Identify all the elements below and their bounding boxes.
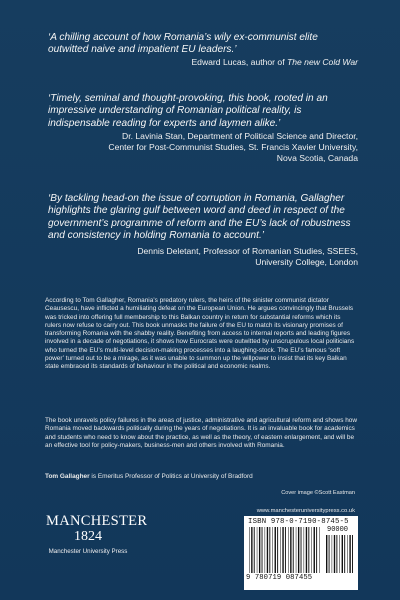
barcode-bar xyxy=(282,527,283,573)
barcode-bar xyxy=(314,527,315,573)
review-attribution-3 xyxy=(38,246,358,268)
review-attribution-1 xyxy=(38,57,358,68)
logo-wordmark: MANCHESTER xyxy=(46,513,148,529)
author-bio xyxy=(45,473,357,481)
barcode-bar xyxy=(334,535,335,573)
barcode-bar xyxy=(277,527,278,573)
publisher-url: www.manchesteruniversitypress.co.uk xyxy=(256,508,355,514)
barcode-bar xyxy=(298,527,299,573)
attribution-2-line-3: Nova Scotia, Canada xyxy=(276,153,358,163)
barcode-bar xyxy=(288,527,289,573)
review-quote-3: ‘By tackling head-on the issue of corruption in Romania, Gallagher highlights the glaring gulf between word and deed in respect of the government’s programme of reform and the EU’s lack of robustness and consistency in holding Romania to account.’ xyxy=(48,193,351,242)
review-quote-2: ‘Timely, seminal and thought-provoking, this book, rooted in an impressive understanding of Romanian political reality, is indispensable reading for experts and laymen alike.’ xyxy=(48,93,328,129)
barcode-bar xyxy=(272,527,273,573)
barcode-bar xyxy=(352,535,353,573)
barcode-bar xyxy=(344,535,345,573)
isbn-label: ISBN 978-0-7190-8745-5 xyxy=(248,518,349,526)
barcode-bar xyxy=(262,527,263,573)
author-bio-text: is Emeritus Professor of Politics at University of Bradford xyxy=(89,473,253,480)
barcode-box xyxy=(244,516,358,590)
author-name: Tom Gallagher xyxy=(45,473,90,480)
attribution-2-line-1: Dr. Lavinia Stan, Department of Political Science and Director, xyxy=(122,131,358,141)
barcode-bar xyxy=(275,527,276,573)
publisher-logo xyxy=(46,513,148,555)
review-attribution-2 xyxy=(38,131,358,164)
barcode-bar xyxy=(326,535,327,573)
barcode-bar xyxy=(301,527,302,573)
barcode-bar xyxy=(254,527,255,573)
barcode-bar xyxy=(280,527,281,573)
barcode-bar xyxy=(316,527,317,573)
barcode-bar xyxy=(304,527,305,573)
cover-image-credit: Cover image ©Scott Eastman xyxy=(281,490,355,496)
barcode-bar xyxy=(257,527,258,573)
barcode-bar xyxy=(329,535,330,573)
barcode-bar xyxy=(249,527,250,573)
attribution-3-line-1: Dennis Deletant, Professor of Romanian Studies, SSEES, xyxy=(137,246,358,256)
attribution-2-line-2: Center for Post-Communist Studies, St. Francis Xavier University, xyxy=(108,142,358,152)
barcode-bar xyxy=(306,527,307,573)
barcode-bar xyxy=(267,527,268,573)
barcode-bar xyxy=(332,535,333,573)
description-paragraph-2: The book unravels policy failures in the areas of justice, administrative and agricultural reform and shows how Romania moved backwards politically during the years of negotiations. It is an invaluable book for academics and students who need to know about the practice, as well as the theory, of eastern enlargement, and will be an effective tool for policy-makers, business-men and others involved with Romania. xyxy=(45,417,358,449)
barcode-bar xyxy=(319,527,320,573)
description-paragraph-1: According to Tom Gallagher, Romania’s predatory rulers, the heirs of the sinister communist dictator Ceausescu, have inflicted a humiliating defeat on the European Union. He argues convincingly that Brussels was tricked into offering full membership to this Balkan country in return for substantial reforms which its rulers now refuse to carry out. This book unmasks the failure of the EU to match its visionary promises of transforming Romania with the shabby reality. Benefiting from access to internal reports and leading figures involved in a decade of negotiations, it shows how Eurocrats were outwitted by unscrupulous local politicians who turned the EU’s multi-level decision-making processes into a laughing-stock. The EU’s famous ‘soft power’ turned out to be a mirage, as it was unable to summon up the willpower to insist that its key Balkan state embraced its standards of behaviour in the political and economic realms. xyxy=(45,297,355,371)
barcode-addon-number: 90000 xyxy=(327,526,349,534)
barcode-bar xyxy=(349,535,350,573)
barcode-bar xyxy=(290,527,291,573)
barcode-bar xyxy=(311,527,312,573)
attribution-3-line-2: University College, London xyxy=(255,257,358,267)
barcode-bar xyxy=(347,535,348,573)
addon-barcode-bars xyxy=(326,535,354,573)
attribution-1-book-title: The new Cold War xyxy=(286,57,358,67)
barcode-bar xyxy=(336,535,337,573)
barcode-bar xyxy=(296,527,297,573)
ean-barcode-bars xyxy=(249,527,321,573)
logo-year: 1824 xyxy=(74,529,102,544)
ean-digits: 9 780719 087455 xyxy=(246,574,313,582)
barcode-bar xyxy=(285,527,286,573)
publisher-name: Manchester University Press xyxy=(48,548,128,555)
barcode-bar xyxy=(308,527,309,573)
barcode-bar xyxy=(269,527,270,573)
barcode-bar xyxy=(339,535,340,573)
barcode-bar xyxy=(251,527,252,573)
barcode-bar xyxy=(259,527,260,573)
review-quote-1: ‘A chilling account of how Romania’s wily ex-communist elite outwitted naive and impatient EU leaders.’ xyxy=(48,32,318,56)
barcode-bar xyxy=(342,535,343,573)
barcode-bar xyxy=(265,527,266,573)
barcode-bar xyxy=(293,527,294,573)
attribution-1-prefix: Edward Lucas, author of xyxy=(191,57,287,67)
